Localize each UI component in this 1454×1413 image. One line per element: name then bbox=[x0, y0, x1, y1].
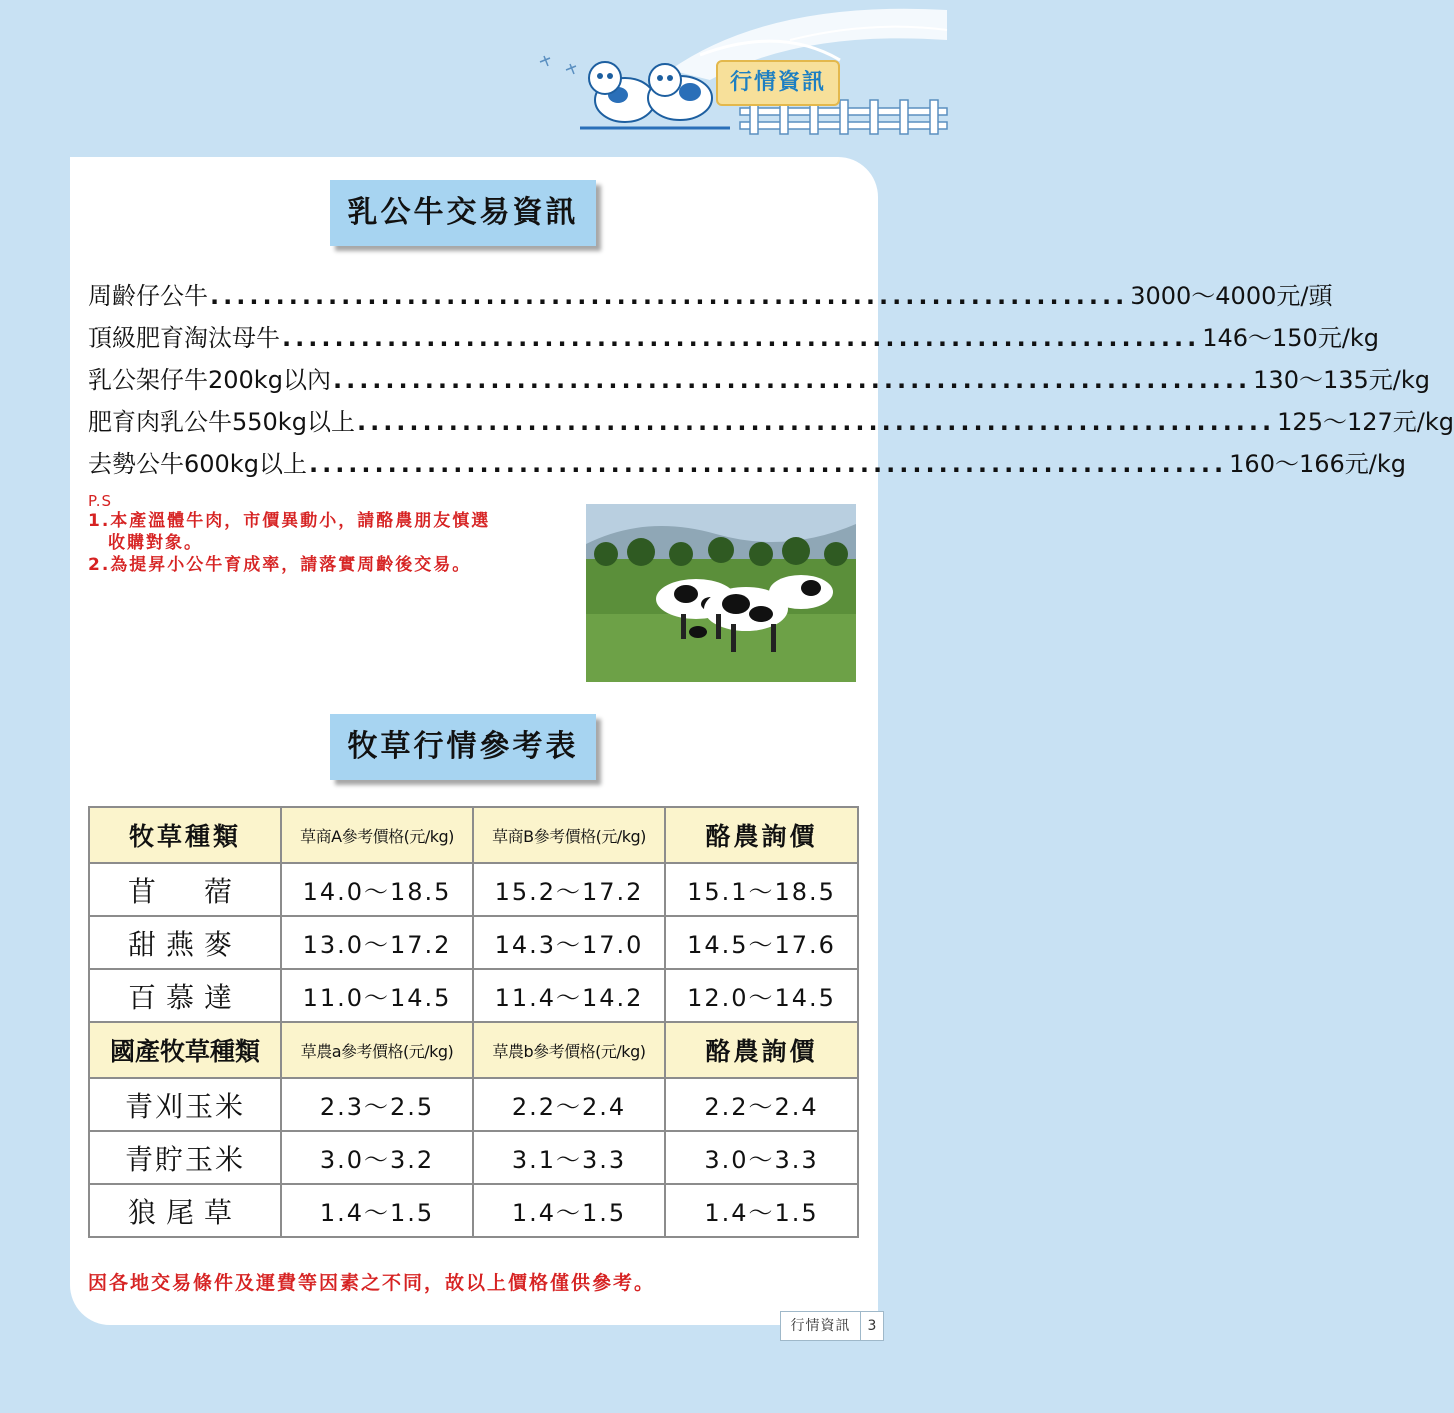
page-number: 3 bbox=[860, 1312, 883, 1340]
price-cell: 11.4～14.2 bbox=[473, 969, 665, 1022]
price-item-label: 乳公架仔牛200kg以內 bbox=[88, 366, 331, 394]
ps-note-line: 2.為提昇小公牛育成率，請落實周齡後交易。 bbox=[88, 555, 472, 575]
column-header: 草商A參考價格(元/kg) bbox=[281, 807, 473, 863]
price-cell: 3.0～3.2 bbox=[281, 1131, 473, 1184]
price-value: 160～166元/kg bbox=[1229, 450, 1406, 478]
forage-name-cell: 百慕達 bbox=[89, 969, 281, 1022]
ps-note-line: 1.本產溫體牛肉，市價異動小，請酪農朋友慎選 bbox=[88, 511, 491, 531]
forage-name-cell: 青貯玉米 bbox=[89, 1131, 281, 1184]
table-row bbox=[89, 1078, 858, 1131]
forage-name-cell: 狼尾草 bbox=[89, 1184, 281, 1237]
price-item-label: 去勢公牛600kg以上 bbox=[88, 450, 307, 478]
column-header: 酪農詢價 bbox=[665, 1022, 858, 1078]
leader-dots: ...................................................................... bbox=[210, 282, 1129, 310]
price-cell: 2.3～2.5 bbox=[281, 1078, 473, 1131]
price-cell: 1.4～1.5 bbox=[473, 1184, 665, 1237]
price-cell: 1.4～1.5 bbox=[665, 1184, 858, 1237]
ps-note-line: 收購對象。 bbox=[108, 533, 203, 553]
table-header-row bbox=[89, 807, 858, 863]
price-item-label: 周齡仔公牛 bbox=[88, 282, 208, 310]
disclaimer-note: 因各地交易條件及運費等因素之不同，故以上價格僅供參考。 bbox=[88, 1272, 656, 1294]
column-header: 酪農詢價 bbox=[665, 807, 858, 863]
table-header-row bbox=[89, 1022, 858, 1078]
price-cell: 14.3～17.0 bbox=[473, 916, 665, 969]
column-header: 草農b參考價格(元/kg) bbox=[473, 1022, 665, 1078]
footer-section-label: 行情資訊 bbox=[790, 1318, 851, 1334]
price-cell: 11.0～14.5 bbox=[281, 969, 473, 1022]
price-cell: 14.5～17.6 bbox=[665, 916, 858, 969]
column-header: 國產牧草種類 bbox=[89, 1022, 281, 1078]
price-row bbox=[88, 276, 1333, 318]
ps-notes bbox=[88, 492, 578, 576]
price-value: 125～127元/kg bbox=[1277, 408, 1454, 436]
forage-name-cell: 苜 蓿 bbox=[89, 863, 281, 916]
price-cell: 3.1～3.3 bbox=[473, 1131, 665, 1184]
price-value: 3000～4000元/頭 bbox=[1130, 282, 1333, 310]
leader-dots: ...................................................................... bbox=[332, 366, 1252, 394]
forage-price-table bbox=[88, 806, 859, 1238]
forage-name-cell: 青刈玉米 bbox=[89, 1078, 281, 1131]
ps-label: P.S bbox=[88, 492, 112, 510]
price-row bbox=[88, 318, 1380, 360]
price-item-label: 頂級肥育淘汰母牛 bbox=[88, 324, 280, 352]
price-cell: 14.0～18.5 bbox=[281, 863, 473, 916]
price-value: 130～135元/kg bbox=[1253, 366, 1430, 394]
price-item-label: 肥育肉乳公牛550kg以上 bbox=[88, 408, 355, 436]
leader-dots: ...................................................................... bbox=[282, 324, 1201, 352]
table-row bbox=[89, 1131, 858, 1184]
price-cell: 15.2～17.2 bbox=[473, 863, 665, 916]
section-title-dairy-bull: 乳公牛交易資訊 bbox=[330, 180, 596, 246]
bull-price-list bbox=[88, 276, 1454, 486]
leader-dots: ...................................................................... bbox=[308, 450, 1228, 478]
price-cell: 13.0～17.2 bbox=[281, 916, 473, 969]
price-row bbox=[88, 444, 1406, 486]
page-footer-tag bbox=[780, 1311, 884, 1341]
ps-note bbox=[88, 554, 578, 576]
price-value: 146～150元/kg bbox=[1202, 324, 1380, 352]
cows-grazing-photo bbox=[586, 504, 856, 682]
price-cell: 1.4～1.5 bbox=[281, 1184, 473, 1237]
table-row bbox=[89, 969, 858, 1022]
table-row bbox=[89, 863, 858, 916]
price-cell: 12.0～14.5 bbox=[665, 969, 858, 1022]
forage-name-cell: 甜燕麥 bbox=[89, 916, 281, 969]
table-row bbox=[89, 916, 858, 969]
price-cell: 2.2～2.4 bbox=[665, 1078, 858, 1131]
ps-note bbox=[88, 510, 578, 554]
column-header: 草農a參考價格(元/kg) bbox=[281, 1022, 473, 1078]
header-badge: 行情資訊 bbox=[716, 60, 840, 106]
column-header: 牧草種類 bbox=[89, 807, 281, 863]
price-cell: 3.0～3.3 bbox=[665, 1131, 858, 1184]
price-row bbox=[88, 360, 1430, 402]
price-cell: 15.1～18.5 bbox=[665, 863, 858, 916]
table-row bbox=[89, 1184, 858, 1237]
price-row bbox=[88, 402, 1454, 444]
column-header: 草商B參考價格(元/kg) bbox=[473, 807, 665, 863]
price-cell: 2.2～2.4 bbox=[473, 1078, 665, 1131]
leader-dots: ...................................................................... bbox=[356, 408, 1276, 436]
section-title-forage: 牧草行情參考表 bbox=[330, 714, 596, 780]
